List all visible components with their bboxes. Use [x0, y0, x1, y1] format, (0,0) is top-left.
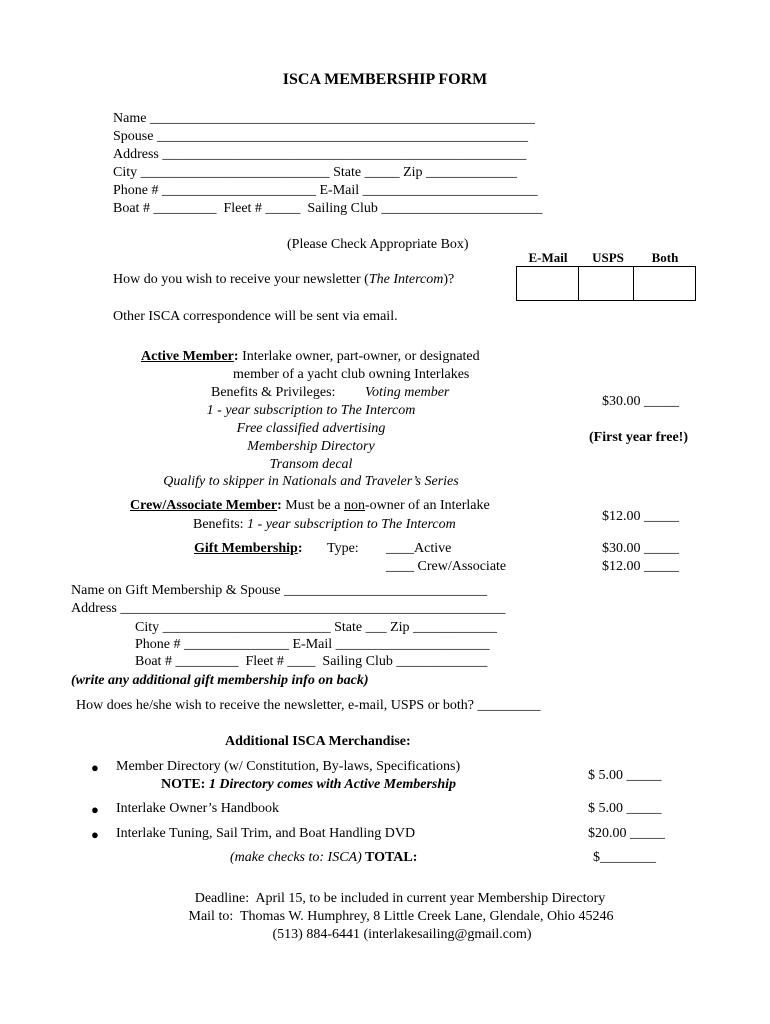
active-member-desc: Active Member: Interlake owner, part-owner, or designated [141, 349, 480, 364]
merch-price-handbook[interactable]: $ 5.00 _____ [588, 801, 662, 816]
both-checkbox[interactable] [634, 267, 696, 301]
merch-item-dvd: Interlake Tuning, Sail Trim, and Boat Handling DVD [116, 826, 416, 841]
merchandise-heading: Additional ISCA Merchandise: [225, 734, 411, 749]
gift-crew-option[interactable]: ____ Crew/Associate [386, 559, 507, 574]
benefit-directory: Membership Directory [247, 439, 375, 454]
benefit-decal: Transom decal [269, 457, 353, 472]
option-usps-label: USPS [592, 250, 624, 265]
gift-city-state-zip-field[interactable]: City ________________________ State ___ Zip ____________ [135, 620, 498, 635]
gift-name-spouse-field[interactable]: Name on Gift Membership & Spouse _____________________________ [71, 583, 488, 598]
gift-address-field[interactable]: Address _______________________________________________________ [71, 601, 506, 616]
crew-member-desc: Crew/Associate Member: Must be a non-owner of an Interlake [130, 498, 490, 513]
gift-type-label: Type: [327, 541, 359, 556]
bullet-icon: ● [91, 760, 99, 775]
page-title: ISCA MEMBERSHIP FORM [282, 71, 488, 88]
name-field[interactable]: Name _______________________________________________________ [113, 111, 535, 126]
merch-price-dvd[interactable]: $20.00 _____ [588, 826, 665, 841]
check-box-note: (Please Check Appropriate Box) [287, 237, 469, 252]
active-member-desc-2: member of a yacht club owning Interlakes [233, 367, 470, 382]
gift-newsletter-question[interactable]: How does he/she wish to receive the newsletter, e-mail, USPS or both? _________ [76, 698, 541, 713]
option-both-label: Both [651, 250, 679, 265]
gift-additional-note: (write any additional gift membership info on back) [71, 673, 369, 688]
phone-email-field[interactable]: Phone # ______________________ E-Mail _________________________ [113, 183, 538, 198]
spouse-field[interactable]: Spouse _____________________________________________________ [113, 129, 528, 144]
directory-note: NOTE: 1 Directory comes with Active Membership [161, 777, 457, 792]
crew-price[interactable]: $12.00 _____ [602, 509, 679, 524]
benefits-label: Benefits & Privileges: [211, 385, 336, 400]
merch-price-directory[interactable]: $ 5.00 _____ [588, 768, 662, 783]
gift-active-price[interactable]: $30.00 _____ [602, 541, 679, 556]
deadline-text: Deadline: April 15, to be included in current year Membership Directory [194, 891, 606, 906]
benefit-nationals: Qualify to skipper in Nationals and Traveler’s Series [163, 474, 459, 489]
gift-crew-price[interactable]: $12.00 _____ [602, 559, 679, 574]
address-field[interactable]: Address ____________________________________________________ [113, 147, 527, 162]
total-line: (make checks to: ISCA) TOTAL: [230, 850, 418, 865]
crew-benefits: Benefits: 1 - year subscription to The Intercom [193, 517, 456, 532]
newsletter-checkbox-grid [516, 266, 696, 301]
benefit-classified: Free classified advertising [236, 421, 386, 436]
total-field[interactable]: $________ [593, 850, 656, 865]
newsletter-question: How do you wish to receive your newsletter (The Intercom)? [113, 272, 455, 287]
option-email-label: E-Mail [528, 250, 568, 265]
gift-active-option[interactable]: ____Active [386, 541, 452, 556]
bullet-icon: ● [91, 802, 99, 817]
correspondence-note: Other ISCA correspondence will be sent via email. [113, 309, 398, 324]
merch-item-directory: Member Directory (w/ Constitution, By-laws, Specifications) [116, 759, 461, 774]
gift-phone-email-field[interactable]: Phone # _______________ E-Mail ______________________ [135, 637, 490, 652]
benefit-subscription: 1 - year subscription to The Intercom [206, 403, 416, 418]
mail-to-text: Mail to: Thomas W. Humphrey, 8 Little Creek Lane, Glendale, Ohio 45246 [188, 909, 614, 924]
city-state-zip-field[interactable]: City ___________________________ State _____ Zip _____________ [113, 165, 518, 180]
gift-boat-fleet-club-field[interactable]: Boat # _________ Fleet # ____ Sailing Club _____________ [135, 654, 488, 669]
email-checkbox[interactable] [517, 267, 579, 301]
boat-fleet-club-field[interactable]: Boat # _________ Fleet # _____ Sailing Club _______________________ [113, 201, 543, 216]
bullet-icon: ● [91, 827, 99, 842]
benefit-voting: Voting member [365, 385, 450, 400]
merch-item-handbook: Interlake Owner’s Handbook [116, 801, 280, 816]
contact-text: (513) 884-6441 (interlakesailing@gmail.com) [272, 927, 532, 942]
active-price[interactable]: $30.00 _____ [602, 394, 679, 409]
gift-membership-label: Gift Membership: [194, 541, 303, 556]
usps-checkbox[interactable] [579, 267, 634, 301]
first-year-free: (First year free!) [589, 430, 688, 445]
